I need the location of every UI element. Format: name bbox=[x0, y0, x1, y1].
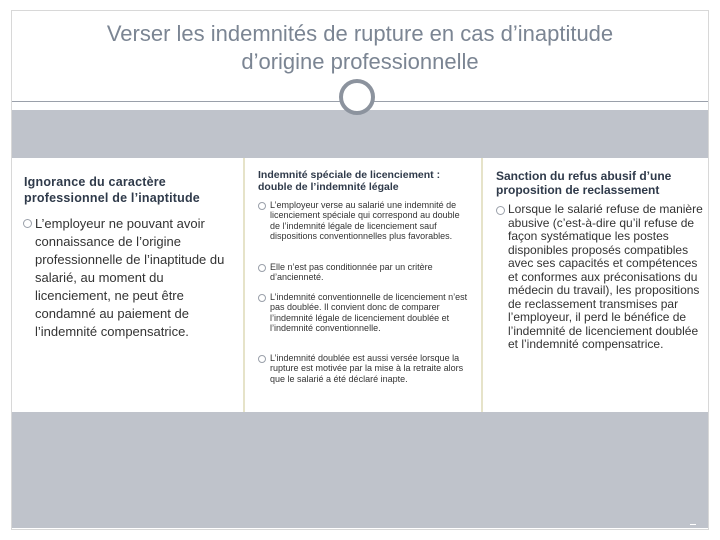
title-line-2: d’origine professionnelle bbox=[241, 49, 479, 74]
title-line-1: Verser les indemnités de rupture en cas d’inaptitude bbox=[106, 21, 614, 46]
column-indemnite-speciale bbox=[246, 158, 480, 412]
bullet-circle-icon bbox=[496, 206, 505, 215]
bullet-circle-icon bbox=[23, 219, 32, 228]
bullet-circle-icon bbox=[258, 355, 266, 363]
column-heading: Sanction du refus abusif d’une proposition de reclassement bbox=[496, 169, 672, 197]
slide-title bbox=[20, 20, 700, 76]
column-heading: Ignorance du caractère professionnel de l’inaptitude bbox=[24, 175, 200, 205]
bullet-text: L’employeur verse au salarié une indemnité de licenciement spéciale qui correspond au double de l’indemnité légale de licenciement sauf dispositions conventionnelles plus favorables. bbox=[270, 200, 460, 242]
column-heading: Indemnité spéciale de licenciement : double de l’indemnité légale bbox=[258, 169, 441, 193]
footer-band bbox=[12, 412, 708, 528]
bullet-item bbox=[258, 353, 472, 384]
bullet-text: L’employeur ne pouvant avoir connaissance de l’origine professionnelle de l’inaptitude du salarié, au moment du licenciement, ne peut être condamné au paiement de l’indemnité compensatrice. bbox=[35, 216, 225, 339]
bullet-text: Elle n’est pas conditionnée par un critère d’ancienneté. bbox=[270, 262, 433, 283]
bullet-item bbox=[258, 262, 472, 283]
bullet-text: Lorsque le salarié refuse de manière abusive (c’est-à-dire qu’il refuse de façon systématique les postes disponibles proposés compatibles avec ses capacités et compétences et conformes aux préconisations du médecin du travail), les propositions de reclassement transmises par l’employeur, il perd le bénéfice de l’indemnité de licenciement doublée et l’indemnité compensatrice. bbox=[508, 202, 703, 351]
corner-mark bbox=[690, 524, 696, 525]
column-ignorance bbox=[12, 158, 243, 412]
bullet-item bbox=[258, 292, 472, 334]
circle-ornament-icon bbox=[339, 79, 375, 115]
header-band bbox=[12, 110, 708, 158]
column-divider bbox=[481, 158, 483, 412]
bullet-circle-icon bbox=[258, 202, 266, 210]
bullet-text: L’indemnité conventionnelle de licenciement n’est pas doublée. Il convient donc de comparer l’indemnité légale de licenciement doublée et l’indemnité conventionnelle. bbox=[270, 292, 468, 334]
bullet-item bbox=[258, 200, 472, 242]
bullet-circle-icon bbox=[258, 294, 266, 302]
column-sanction-refus bbox=[484, 158, 708, 412]
bullet-circle-icon bbox=[258, 264, 266, 272]
bullet-text: L’indemnité doublée est aussi versée lorsque la rupture est motivée par la mise à la retraite alors que le salarié a été déclaré inapte. bbox=[270, 353, 464, 384]
bullet-item bbox=[23, 215, 241, 341]
column-divider bbox=[243, 158, 245, 412]
bullet-item bbox=[496, 203, 704, 352]
